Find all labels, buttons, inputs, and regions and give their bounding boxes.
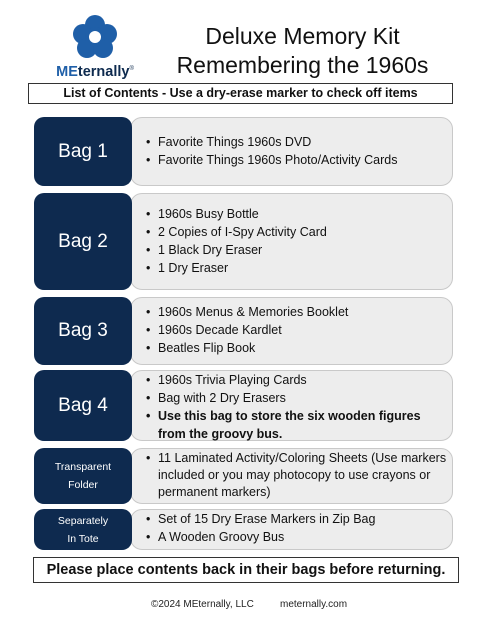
brand-name: MEternally®: [56, 64, 134, 80]
list-item: • 1960s Decade Kardlet: [146, 321, 447, 339]
website-link[interactable]: meternally.com: [280, 599, 348, 610]
bag-2-label: Bag 2: [34, 193, 132, 290]
list-item: • 11 Laminated Activity/Coloring Sheets (Use markers included or you may photocopy to use crayons or permanent markers): [146, 450, 447, 501]
folder-row: [34, 448, 453, 504]
bag-3-label: Bag 3: [34, 297, 132, 365]
page-title: [165, 22, 440, 80]
tote-items: [146, 510, 447, 546]
list-item-note: • Use this bag to store the six wooden figures from the groovy bus.: [146, 407, 447, 443]
folder-items: [146, 450, 447, 501]
list-item: • 1960s Menus & Memories Booklet: [146, 303, 447, 321]
list-item: • Beatles Flip Book: [146, 339, 447, 357]
folder-label: [34, 448, 132, 504]
tote-row: [34, 509, 453, 550]
tote-label-line-2: In Tote: [67, 532, 99, 545]
list-item: • Favorite Things 1960s DVD: [146, 133, 447, 151]
bag-4-items: [146, 371, 447, 443]
list-item: • 1 Dry Eraser: [146, 259, 447, 277]
folder-label-line-2: Folder: [68, 479, 98, 491]
list-item: • Bag with 2 Dry Erasers: [146, 389, 447, 407]
folder-label-line-1: Transparent: [54, 461, 112, 473]
bag-3-items: [146, 303, 447, 357]
list-item: • 1960s Busy Bottle: [146, 205, 447, 223]
title-line-1: Deluxe Memory Kit: [205, 23, 400, 49]
tote-label: [34, 509, 132, 550]
title-line-2: Remembering the 1960s: [176, 52, 429, 78]
return-notice: Please place contents back in their bags before returning.: [33, 557, 459, 583]
list-item: • Favorite Things 1960s Photo/Activity Cards: [146, 151, 447, 169]
bag-1-label: Bag 1: [34, 117, 132, 186]
list-item: • 1 Black Dry Eraser: [146, 241, 447, 259]
bag-3-row: [34, 297, 453, 365]
bag-1-row: [34, 117, 453, 186]
bag-4-row: [34, 370, 453, 441]
bag-2-row: [34, 193, 453, 290]
bag-2-items: [146, 205, 447, 277]
bag-4-label: Bag 4: [34, 370, 132, 441]
list-item: • 2 Copies of I-Spy Activity Card: [146, 223, 447, 241]
brand-logo: [50, 14, 140, 80]
list-item: • 1960s Trivia Playing Cards: [146, 371, 447, 389]
bag-1-items: [146, 133, 447, 169]
tote-label-line-1: Separately: [57, 514, 109, 527]
list-item: • A Wooden Groovy Bus: [146, 528, 447, 546]
contents-instructions: List of Contents - Use a dry-erase marker to check off items: [28, 83, 453, 104]
list-item: • Set of 15 Dry Erase Markers in Zip Bag: [146, 510, 447, 528]
flower-icon: [70, 14, 120, 60]
copyright-text: ©2024 MEternally, LLC: [151, 599, 254, 610]
